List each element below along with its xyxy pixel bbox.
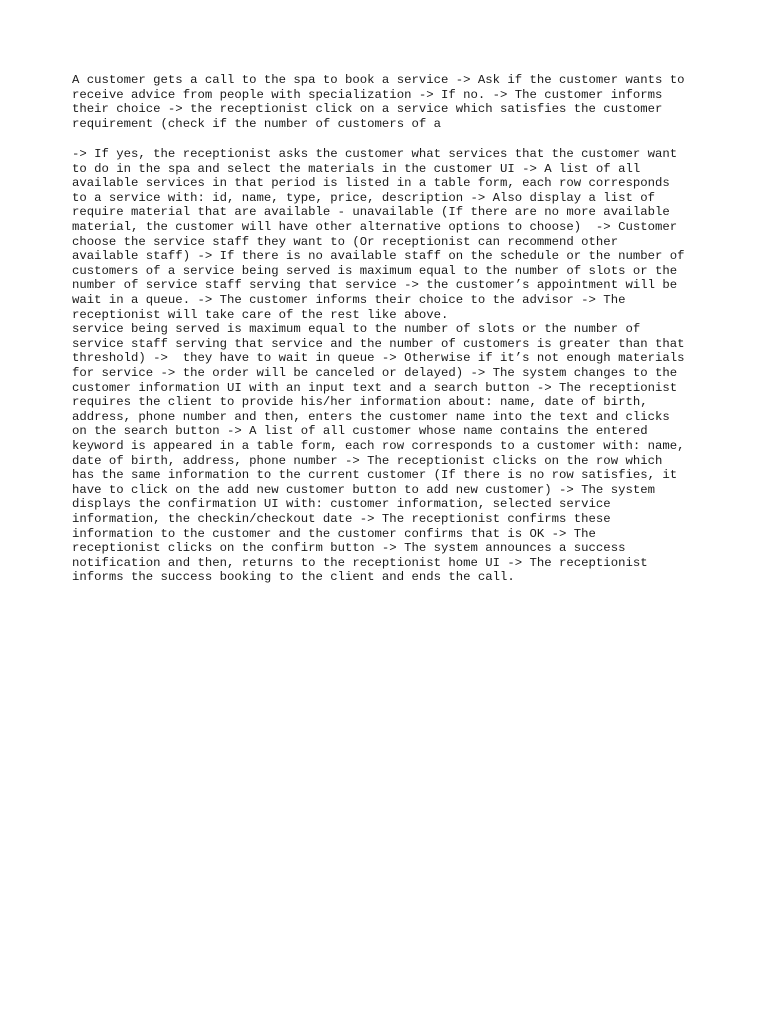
text-line: on the search button -> A list of all customer whose name contains the entered — [72, 424, 648, 439]
text-line: for service -> the order will be canceled or delayed) -> The system changes to the — [72, 366, 678, 380]
text-line: requires the client to provide his/her information about: name, date of birth, — [72, 395, 648, 410]
text-line: have to click on the add new customer button to add new customer) -> The system — [72, 482, 655, 497]
text-line: choose the service staff they want to (Or receptionist can recommend other — [72, 234, 619, 249]
text-line: service being served is maximum equal to the number of slots or the number of — [72, 322, 641, 337]
text-line: customer information UI with an input text and a search button -> The receptionist — [72, 380, 678, 395]
text-line: threshold) -> they have to wait in queue -> Otherwise if it’s not enough materials — [72, 351, 685, 366]
text-line: displays the confirmation UI with: customer information, selected service — [72, 497, 611, 512]
text-line: number of service staff serving that service -> the customer’s appointment will be — [72, 278, 678, 293]
text-line: to a service with: id, name, type, price, description -> Also display a list of — [72, 190, 655, 205]
text-line: keyword is appeared in a table form, each row corresponds to a customer with: name, — [72, 439, 685, 453]
text-line: requirement (check if the number of customers of a — [72, 116, 441, 131]
text-line: date of birth, address, phone number -> The receptionist clicks on the row which — [72, 453, 663, 468]
text-line: require material that are available - unavailable (If there are no more available — [72, 205, 670, 220]
text-line: information to the customer and the customer confirms that is OK -> The — [72, 526, 596, 541]
text-line: to do in the spa and select the materials in the customer UI -> A list of all — [72, 161, 641, 176]
text-line: receptionist clicks on the confirm button -> The system announces a success — [72, 541, 626, 556]
text-line: notification and then, returns to the receptionist home UI -> The receptionist — [72, 555, 648, 570]
text-line: information, the checkin/checkout date -> The receptionist confirms these — [72, 512, 611, 526]
text-line: wait in a queue. -> The customer informs their choice to the advisor -> The — [72, 293, 626, 307]
text-line: available staff) -> If there is no available staff on the schedule or the number of — [72, 249, 685, 264]
text-line: customers of a service being served is maximum equal to the number of slots or the — [72, 263, 678, 278]
text-line: receive advice from people with specialization -> If no. -> The customer informs — [72, 87, 663, 102]
text-line: material, the customer will have other alternative options to choose) -> Customer — [72, 220, 678, 234]
text-line: available services in that period is listed in a table form, each row corresponds — [72, 176, 670, 191]
text-line: their choice -> the receptionist click on a service which satisfies the customer — [72, 102, 663, 117]
text-line: address, phone number and then, enters the customer name into the text and clicks — [72, 409, 670, 424]
text-line: has the same information to the current customer (If there is no row satisfies, it — [72, 468, 678, 483]
text-line: -> If yes, the receptionist asks the customer what services that the customer want — [72, 147, 678, 161]
text-line: service staff serving that service and the number of customers is greater than that — [72, 336, 685, 351]
text-line: A customer gets a call to the spa to book a service -> Ask if the customer wants to — [72, 73, 685, 87]
text-line: receptionist will take care of the rest like above. — [72, 307, 449, 322]
text-line: informs the success booking to the client and ends the call. — [72, 570, 515, 585]
